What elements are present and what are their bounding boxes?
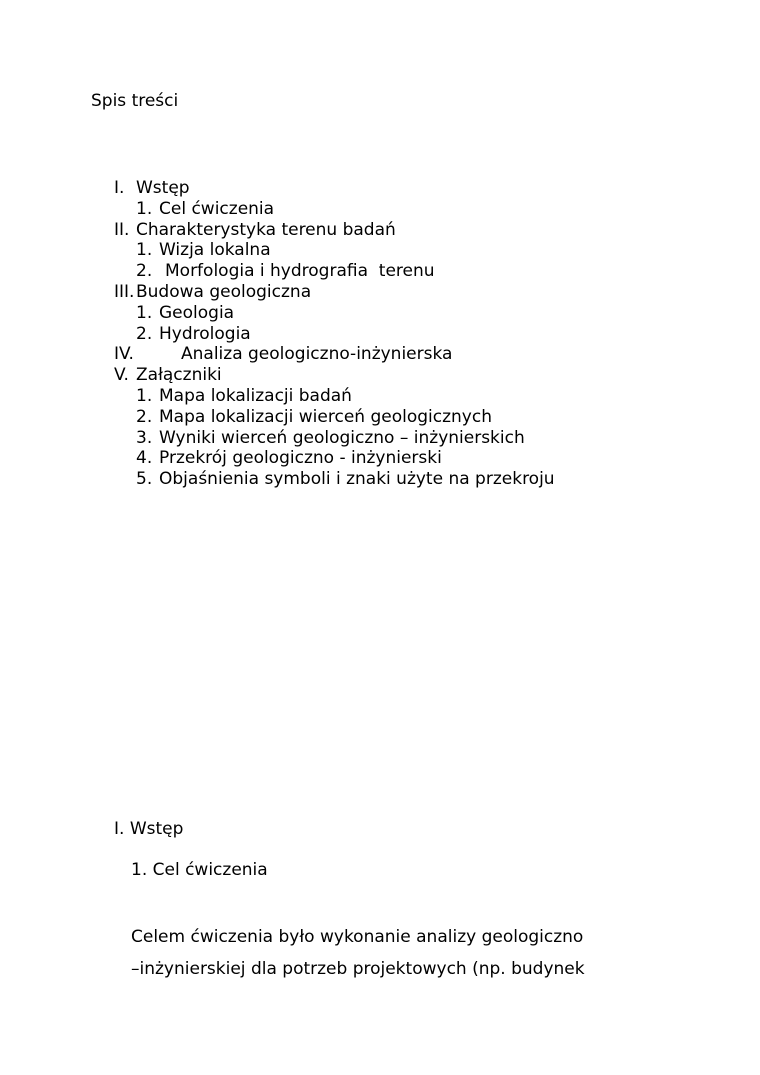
paragraph-line: –inżynierskiej dla potrzeb projektowych (np. budynek	[131, 959, 585, 979]
body-paragraph	[131, 926, 631, 990]
toc-entry-title: Charakterystyka terenu badań	[136, 219, 396, 240]
toc-subentry	[0, 448, 760, 469]
toc-entry-number: 2.	[136, 261, 153, 282]
toc-subentry	[0, 469, 760, 490]
toc-entry-title: Cel ćwiczenia	[159, 198, 275, 219]
toc-entry	[0, 220, 760, 241]
toc-entry-number: I.	[114, 178, 125, 198]
toc-entry-title: Objaśnienia symboli i znaki użyte na przekroju	[159, 469, 555, 490]
toc-entry-number: 1.	[136, 385, 153, 406]
section-heading: I. Wstęp	[114, 819, 184, 839]
paragraph-line: Celem ćwiczenia było wykonanie analizy geologiczno	[131, 927, 584, 947]
toc-entry-title: Wizja lokalna	[159, 240, 271, 261]
toc-entry-number: 2.	[136, 406, 153, 427]
toc-entry-title: Budowa geologiczna	[136, 281, 312, 302]
toc-subentry	[0, 324, 760, 345]
toc-entry	[0, 365, 760, 386]
toc-entry-title: Mapa lokalizacji badań	[159, 385, 352, 406]
toc-subentry	[0, 303, 760, 324]
toc-subentry	[0, 407, 760, 428]
toc-subentry	[0, 261, 760, 282]
toc-entry-number: II.	[114, 219, 130, 240]
toc-subentry	[0, 240, 760, 261]
toc-entry-number: IV.	[114, 344, 134, 365]
toc-entry-number: III.	[114, 281, 135, 302]
toc-entry-title: Hydrologia	[159, 323, 251, 344]
toc-heading: Spis treści	[91, 91, 179, 111]
toc-entry	[0, 178, 760, 199]
toc-entry	[0, 344, 760, 365]
toc-entry-title: Załączniki	[136, 365, 222, 386]
toc-entry-number: 1.	[136, 302, 153, 323]
toc-entry-title: Geologia	[159, 302, 235, 323]
toc-entry-number: 5.	[136, 469, 153, 490]
toc-subentry	[0, 199, 760, 220]
toc-entry-title: Przekrój geologiczno - inżynierski	[159, 448, 442, 469]
toc-entry-title: Mapa lokalizacji wierceń geologicznych	[159, 406, 492, 427]
toc-entry-title: Morfologia i hydrografia terenu	[165, 261, 435, 282]
toc-entry-number: 1.	[136, 240, 153, 261]
toc-entry-title: Wyniki wierceń geologiczno – inżynierskich	[159, 427, 525, 448]
toc-entry-number: 1.	[136, 198, 153, 219]
toc-entry-title: Analiza geologiczno-inżynierska	[181, 344, 453, 365]
table-of-contents	[0, 178, 760, 490]
section-subheading: 1. Cel ćwiczenia	[131, 860, 268, 880]
toc-entry-number: 3.	[136, 427, 153, 448]
toc-subentry	[0, 386, 760, 407]
toc-entry-number: V.	[114, 365, 129, 386]
toc-entry-title: Wstęp	[136, 178, 190, 198]
toc-entry-number: 4.	[136, 448, 153, 469]
toc-entry	[0, 282, 760, 303]
toc-entry-number: 2.	[136, 323, 153, 344]
toc-subentry	[0, 428, 760, 449]
